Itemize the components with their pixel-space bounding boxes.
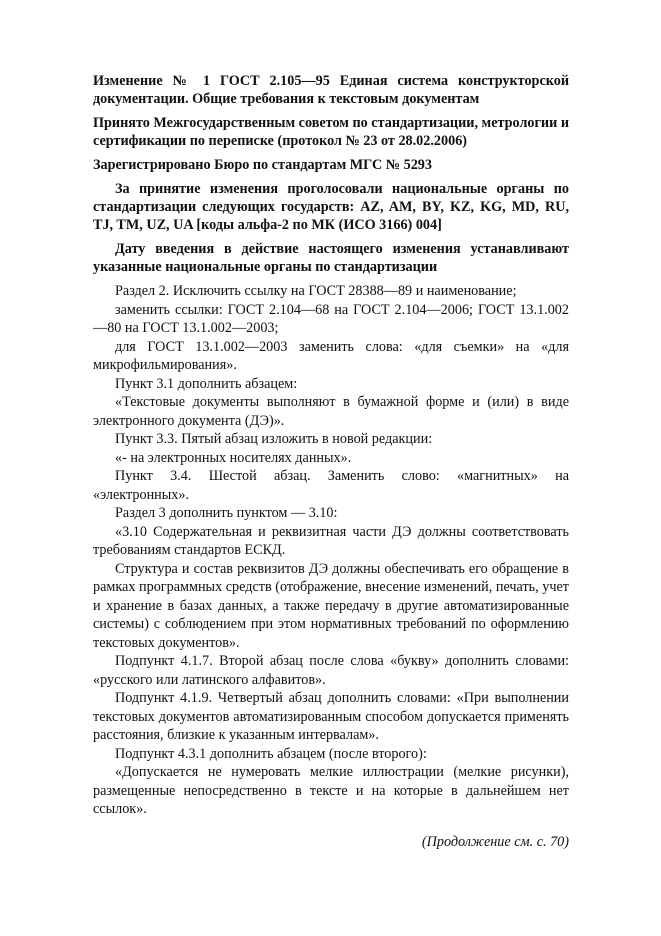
body-paragraph: «3.10 Содержательная и реквизитная части ДЭ должны соответствовать требованиям стандартов ЕСКД. [93,523,569,558]
adopted-note: Принято Межгосударственным советом по стандартизации, метрологии и сертификации по переписке (протокол № 23 от 28.02.2006) [93,115,570,149]
amendment-title: Изменение № 1 ГОСТ 2.105—95 Единая система конструкторской документации. Общие требования к текстовым документам [93,73,569,107]
body-paragraph: Раздел 2. Исключить ссылку на ГОСТ 28388—89 и наименование; [115,283,517,299]
document-page [93,72,569,912]
effective-date-note: Дату введения в действие настоящего изменения устанавливают указанные национальные органы по стандартизации [93,241,569,275]
body-paragraph: Подпункт 4.3.1 дополнить абзацем (после второго): [115,745,427,762]
body-paragraph: Структура и состав реквизитов ДЭ должны обеспечивать его обращение в рамках программных средств (отображение, внесение изменений, печать, учет и хранение в базах данных, а также передачу в другие автоматизированные системы) с соблюдением при этом нормативных требований по оформлению текстовых документов». [93,560,569,651]
body-paragraph: заменить ссылки: ГОСТ 2.104—68 на ГОСТ 2.104—2006; ГОСТ 13.1.002—80 на ГОСТ 13.1.002—2003; [93,301,569,336]
registered-note: Зарегистрировано Бюро по стандартам МГС № 5293 [93,157,432,173]
body-paragraph: Пункт 3.4. Шестой абзац. Заменить слово: «магнитных» на «электронных». [93,468,569,503]
body-paragraph: Подпункт 4.1.9. Четвертый абзац дополнить словами: «При выполнении текстовых документов автоматизированным способом допускается применять расстояния, близкие к указанным интервалам». [93,690,569,743]
voted-note: За принятие изменения проголосовали национальные органы по стандартизации следующих государств: AZ, AM, BY, KZ, KG, MD, RU, TJ, TM, UZ, UA [коды альфа-2 по МК (ИСО 3166) 004] [93,181,569,233]
body-paragraph: «Допускается не нумеровать мелкие иллюстрации (мелкие рисунки), размещенные непосредственно в тексте и на которые в дальнейшем нет ссылок». [93,764,569,817]
body-paragraph: Раздел 3 дополнить пунктом — 3.10: [115,505,338,521]
body-paragraph: Пункт 3.3. Пятый абзац изложить в новой редакции: [115,431,433,447]
body-paragraph: Пункт 3.1 дополнить абзацем: [115,375,298,392]
continuation-note: (Продолжение см. с. 70) [421,833,569,850]
body-paragraph: для ГОСТ 13.1.002—2003 заменить слова: «для съемки» на «для микрофильмирования». [93,338,569,373]
body-paragraph: «Текстовые документы выполняют в бумажной форме и (или) в виде электронного документа (ДЭ)». [93,394,569,429]
amendment-body [93,282,569,819]
body-paragraph: Подпункт 4.1.7. Второй абзац после слова «букву» дополнить словами: «русского или латинского алфавитов». [93,653,569,688]
body-paragraph: «- на электронных носителях данных». [115,449,352,466]
